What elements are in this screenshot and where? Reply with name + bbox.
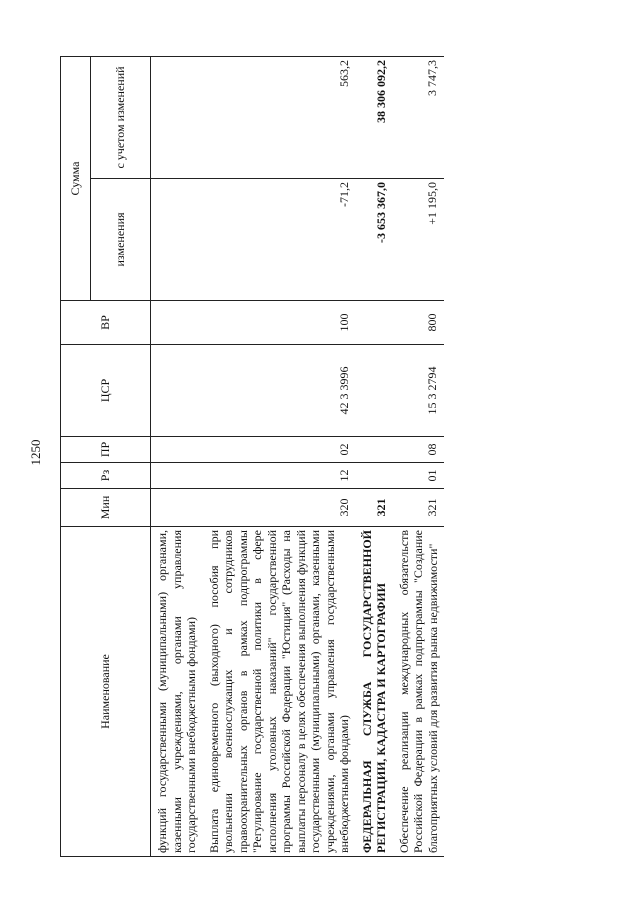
table-row	[151, 56, 203, 856]
row-total: 563,2	[203, 56, 356, 178]
row-pr: 02	[203, 437, 356, 463]
row-rz	[151, 463, 203, 489]
row-name: ФЕДЕРАЛЬНАЯ СЛУЖБА ГОСУДАРСТВЕННОЙ РЕГИСТРАЦИИ, КАДАСТРА И КАРТОГРАФИИ	[356, 527, 393, 857]
row-vr: 800	[393, 301, 445, 345]
row-pr: 08	[393, 437, 445, 463]
table-row	[356, 56, 393, 856]
row-vr	[356, 301, 393, 345]
row-changes: -3 653 367,0	[356, 179, 393, 301]
row-csr	[151, 345, 203, 437]
row-changes: +1 195,0	[393, 179, 445, 301]
row-rz	[356, 463, 393, 489]
header-sum: Сумма	[61, 56, 91, 300]
budget-table	[60, 56, 444, 857]
row-name: Обеспечение реализации международных обязательств Российской Федерации в рамках подпрограммы "Создание благоприятных условий для развития рынка недвижимости"	[393, 527, 445, 857]
row-total: 38 306 092,2	[356, 56, 393, 178]
row-csr	[356, 345, 393, 437]
row-min: 321	[356, 489, 393, 527]
header-name: Наименование	[61, 527, 151, 857]
row-pr	[151, 437, 203, 463]
table-row	[203, 56, 356, 856]
row-min: 320	[203, 489, 356, 527]
row-csr: 15 3 2794	[393, 345, 445, 437]
row-pr	[356, 437, 393, 463]
row-min	[151, 489, 203, 527]
row-min: 321	[393, 489, 445, 527]
header-csr: ЦСР	[61, 345, 151, 437]
table-row	[393, 56, 445, 856]
row-total: 3 747,3	[393, 56, 445, 178]
header-vr: ВР	[61, 301, 151, 345]
row-total	[151, 56, 203, 178]
header-with-changes: с учетом изменений	[91, 56, 151, 178]
row-name: функций государственными (муниципальными) органами, казенными учреждениями, органами управления государственными внебюджетными фондами)	[151, 527, 203, 857]
row-name: Выплата единовременного (выходного) пособия при увольнении военнослужащих и сотрудников правоохранительных органов в рамках подпрограммы "Регулирование государственной политики в сфере исполнения уголовных наказаний" государственной программы Российской Федерации "Юстиция" (Расходы на выплаты персоналу в целях обеспечения выполнения функций государственными (муниципальными) органами, казенными учреждениями, органами управления государственными внебюджетными фондами)	[203, 527, 356, 857]
row-vr: 100	[203, 301, 356, 345]
row-changes: -71,2	[203, 179, 356, 301]
header-min: Мин	[61, 489, 151, 527]
row-vr	[151, 301, 203, 345]
page-number: 1250	[28, 439, 43, 466]
header-changes: изменения	[91, 179, 151, 301]
row-changes	[151, 179, 203, 301]
row-rz: 12	[203, 463, 356, 489]
row-csr: 42 3 3996	[203, 345, 356, 437]
row-rz: 01	[393, 463, 445, 489]
header-rz: Рз	[61, 463, 151, 489]
header-pr: ПР	[61, 437, 151, 463]
